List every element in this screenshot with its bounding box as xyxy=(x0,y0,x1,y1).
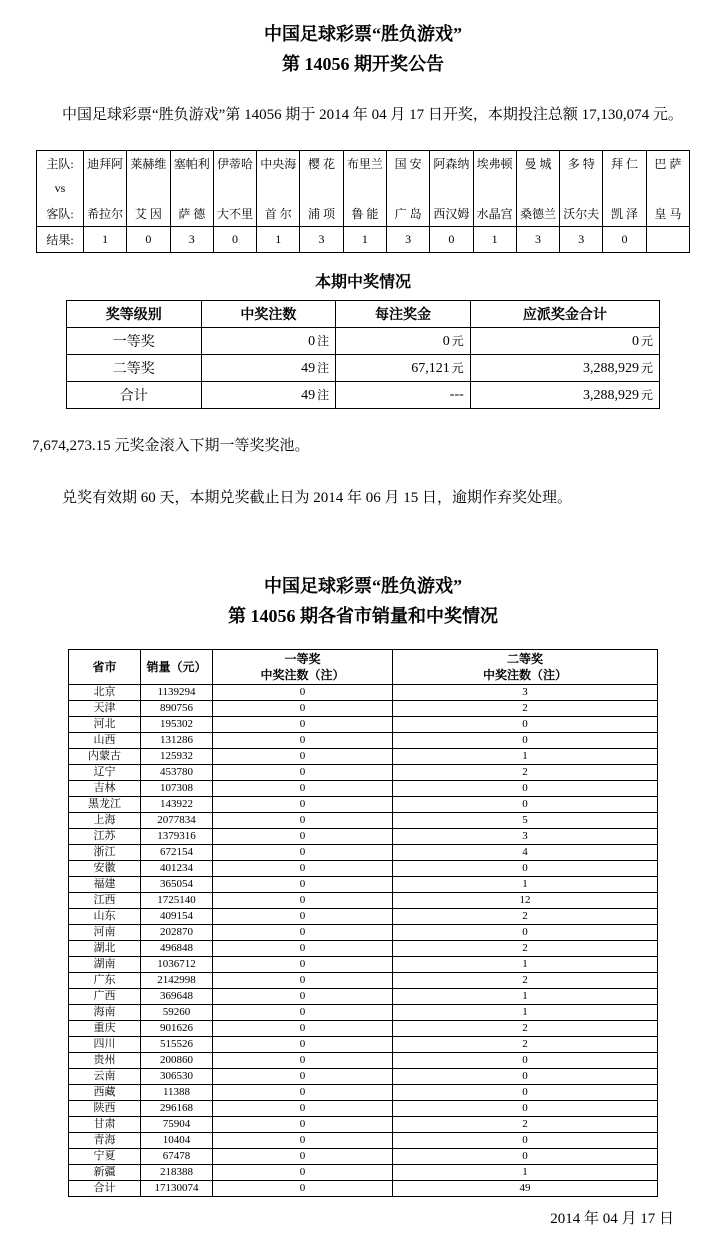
vs-cell xyxy=(430,176,473,201)
province-second-prize-cell: 0 xyxy=(393,797,658,813)
deadline-paragraph: 兑奖有效期 60 天，本期兑奖截止日为 2014 年 06 月 15 日，逾期作弃奖处理。 xyxy=(62,490,573,506)
province-table-row xyxy=(69,701,658,717)
province-sales-cell: 218388 xyxy=(141,1165,213,1181)
province-second-prize-cell: 0 xyxy=(393,1069,658,1085)
province-second-prize-cell: 1 xyxy=(393,877,658,893)
province-first-prize-cell: 0 xyxy=(213,1149,393,1165)
prize-column-header: 奖等级别 xyxy=(67,301,202,328)
away-team-cell: 希拉尔 xyxy=(84,201,127,227)
prize-total-cell: 0 元 xyxy=(470,328,659,355)
province-first-prize-cell: 0 xyxy=(213,1181,393,1197)
province-name-cell: 吉林 xyxy=(69,781,141,797)
province-name-cell: 青海 xyxy=(69,1133,141,1149)
province-first-prize-header: 一等奖 中奖注数（注） xyxy=(213,650,393,685)
prize-section-heading: 本期中奖情况 xyxy=(314,274,411,291)
away-team-cell: 鲁 能 xyxy=(343,201,386,227)
away-team-cell: 桑德兰 xyxy=(516,201,559,227)
result-cell: 3 xyxy=(300,227,343,253)
province-sales-cell: 202870 xyxy=(141,925,213,941)
province-name-cell: 四川 xyxy=(69,1037,141,1053)
province-name-cell: 宁夏 xyxy=(69,1149,141,1165)
prize-level-cell: 合计 xyxy=(67,382,202,409)
province-table-row xyxy=(69,781,658,797)
match-row-label: 客队: xyxy=(37,201,84,227)
province-first-prize-cell: 0 xyxy=(213,973,393,989)
province-name-cell: 广西 xyxy=(69,989,141,1005)
vs-cell xyxy=(300,176,343,201)
prize-column-header: 中奖注数 xyxy=(201,301,336,328)
province-second-prize-cell: 4 xyxy=(393,845,658,861)
province-table-row xyxy=(69,1037,658,1053)
match-table-wrapper xyxy=(36,150,690,253)
match-table-row-vs xyxy=(37,176,690,201)
province-first-prize-cell: 0 xyxy=(213,1117,393,1133)
province-second-prize-cell: 0 xyxy=(393,1149,658,1165)
footer-date: 2014 年 04 月 17 日 xyxy=(550,1211,674,1227)
province-first-prize-cell: 0 xyxy=(213,829,393,845)
away-team-cell: 大不里 xyxy=(213,201,256,227)
province-sales-cell: 200860 xyxy=(141,1053,213,1069)
prize-per-cell: 0 元 xyxy=(336,328,471,355)
province-sales-cell: 890756 xyxy=(141,701,213,717)
page-title-line2: 第 14056 期开奖公告 xyxy=(282,54,444,74)
province-name-cell: 浙江 xyxy=(69,845,141,861)
province-first-prize-cell: 0 xyxy=(213,749,393,765)
province-table-row xyxy=(69,1069,658,1085)
home-team-cell: 莱赫维 xyxy=(127,151,170,177)
province-sales-cell: 515526 xyxy=(141,1037,213,1053)
prize-table-row xyxy=(67,328,660,355)
province-sales-cell: 11388 xyxy=(141,1085,213,1101)
province-sales-cell: 125932 xyxy=(141,749,213,765)
province-sales-cell: 107308 xyxy=(141,781,213,797)
province-second-prize-cell: 5 xyxy=(393,813,658,829)
result-cell: 3 xyxy=(386,227,429,253)
home-team-cell: 多 特 xyxy=(560,151,603,177)
home-team-cell: 国 安 xyxy=(386,151,429,177)
province-sales-cell: 1036712 xyxy=(141,957,213,973)
result-cell xyxy=(646,227,689,253)
province-table-row xyxy=(69,973,658,989)
province-name-cell: 江西 xyxy=(69,893,141,909)
province-first-prize-cell: 0 xyxy=(213,989,393,1005)
home-team-cell: 布里兰 xyxy=(343,151,386,177)
match-table xyxy=(36,150,690,253)
result-cell: 3 xyxy=(560,227,603,253)
prize-level-cell: 一等奖 xyxy=(67,328,202,355)
prize-header-row xyxy=(67,301,660,328)
province-sales-header: 销量（元） xyxy=(141,650,213,685)
province-second-prize-cell: 2 xyxy=(393,941,658,957)
province-sales-cell: 131286 xyxy=(141,733,213,749)
province-first-prize-cell: 0 xyxy=(213,877,393,893)
province-second-prize-cell: 0 xyxy=(393,717,658,733)
vs-cell xyxy=(127,176,170,201)
province-name-cell: 合计 xyxy=(69,1181,141,1197)
province-name-cell: 上海 xyxy=(69,813,141,829)
province-table-row xyxy=(69,1053,658,1069)
province-second-prize-cell: 2 xyxy=(393,909,658,925)
province-table-row xyxy=(69,893,658,909)
province-table-row xyxy=(69,861,658,877)
province-second-prize-cell: 2 xyxy=(393,1021,658,1037)
province-name-cell: 贵州 xyxy=(69,1053,141,1069)
home-team-cell: 阿森纳 xyxy=(430,151,473,177)
province-first-prize-cell: 0 xyxy=(213,1101,393,1117)
province-table-row xyxy=(69,1085,658,1101)
province-first-prize-cell: 0 xyxy=(213,1133,393,1149)
province-sales-cell: 195302 xyxy=(141,717,213,733)
province-second-prize-cell: 1 xyxy=(393,989,658,1005)
province-name-cell: 陕西 xyxy=(69,1101,141,1117)
province-first-prize-cell: 0 xyxy=(213,941,393,957)
province-table-row xyxy=(69,813,658,829)
province-table-row xyxy=(69,749,658,765)
vs-cell xyxy=(603,176,646,201)
match-row-label: 结果: xyxy=(37,227,84,253)
province-table-row xyxy=(69,765,658,781)
province-first-prize-cell: 0 xyxy=(213,1165,393,1181)
province-second-prize-cell: 0 xyxy=(393,1085,658,1101)
province-name-cell: 安徽 xyxy=(69,861,141,877)
result-cell: 1 xyxy=(257,227,300,253)
match-table-row-away xyxy=(37,201,690,227)
home-team-cell: 拜 仁 xyxy=(603,151,646,177)
home-team-cell: 迪拜阿 xyxy=(84,151,127,177)
prize-column-header: 应派奖金合计 xyxy=(470,301,659,328)
province-name-cell: 湖北 xyxy=(69,941,141,957)
province-name-cell: 湖南 xyxy=(69,957,141,973)
province-sales-cell: 75904 xyxy=(141,1117,213,1133)
province-name-cell: 海南 xyxy=(69,1005,141,1021)
result-cell: 0 xyxy=(603,227,646,253)
intro-paragraph: 中国足球彩票“胜负游戏”第 14056 期于 2014 年 04 月 17 日开奖，本期投注总额 17,130,074 元。 xyxy=(62,107,683,123)
away-team-cell: 首 尔 xyxy=(257,201,300,227)
province-sales-cell: 2077834 xyxy=(141,813,213,829)
province-table-row xyxy=(69,1181,658,1197)
province-sales-cell: 67478 xyxy=(141,1149,213,1165)
vs-cell xyxy=(213,176,256,201)
province-name-cell: 福建 xyxy=(69,877,141,893)
province-first-prize-cell: 0 xyxy=(213,813,393,829)
province-sales-cell: 369648 xyxy=(141,989,213,1005)
province-second-prize-cell: 3 xyxy=(393,829,658,845)
province-name-cell: 内蒙古 xyxy=(69,749,141,765)
prize-total-cell: 3,288,929 元 xyxy=(470,382,659,409)
province-first-prize-cell: 0 xyxy=(213,717,393,733)
province-table-row xyxy=(69,797,658,813)
vs-cell xyxy=(473,176,516,201)
result-cell: 3 xyxy=(516,227,559,253)
province-name-cell: 云南 xyxy=(69,1069,141,1085)
unit-label: 元 xyxy=(451,334,464,348)
province-name-cell: 新疆 xyxy=(69,1165,141,1181)
prize-per-cell: --- xyxy=(336,382,471,409)
province-first-prize-cell: 0 xyxy=(213,781,393,797)
province-first-prize-cell: 0 xyxy=(213,1021,393,1037)
vs-cell xyxy=(646,176,689,201)
province-first-prize-cell: 0 xyxy=(213,861,393,877)
prize-count-cell: 49 注 xyxy=(201,382,336,409)
province-name-cell: 辽宁 xyxy=(69,765,141,781)
province-table-row xyxy=(69,1101,658,1117)
away-team-cell: 沃尔夫 xyxy=(560,201,603,227)
away-team-cell: 广 岛 xyxy=(386,201,429,227)
province-table-row xyxy=(69,957,658,973)
province-table-row xyxy=(69,1165,658,1181)
prize-table-row xyxy=(67,382,660,409)
province-first-prize-cell: 0 xyxy=(213,685,393,701)
result-cell: 1 xyxy=(84,227,127,253)
province-header-row xyxy=(69,650,658,685)
home-team-cell: 伊蒂哈 xyxy=(213,151,256,177)
unit-label: 元 xyxy=(640,388,653,402)
province-name-header: 省市 xyxy=(69,650,141,685)
prize-column-header: 每注奖金 xyxy=(336,301,471,328)
province-section-title xyxy=(18,571,708,631)
province-first-prize-cell: 0 xyxy=(213,733,393,749)
result-cell: 3 xyxy=(170,227,213,253)
province-table-row xyxy=(69,941,658,957)
province-sales-cell: 365054 xyxy=(141,877,213,893)
province-name-cell: 天津 xyxy=(69,701,141,717)
unit-label: 注 xyxy=(317,361,330,375)
province-sales-cell: 1379316 xyxy=(141,829,213,845)
prize-table-row xyxy=(67,355,660,382)
province-table-row xyxy=(69,1117,658,1133)
province-section-title-line2: 第 14056 期各省市销量和中奖情况 xyxy=(228,606,498,626)
province-table-row xyxy=(69,877,658,893)
province-second-prize-cell: 2 xyxy=(393,701,658,717)
province-name-cell: 山西 xyxy=(69,733,141,749)
province-sales-cell: 409154 xyxy=(141,909,213,925)
province-table-row xyxy=(69,845,658,861)
province-second-prize-cell: 2 xyxy=(393,1037,658,1053)
home-team-cell: 塞帕利 xyxy=(170,151,213,177)
province-name-cell: 黑龙江 xyxy=(69,797,141,813)
province-sales-cell: 59260 xyxy=(141,1005,213,1021)
province-second-prize-cell: 0 xyxy=(393,925,658,941)
result-cell: 1 xyxy=(473,227,516,253)
province-first-prize-cell: 0 xyxy=(213,1069,393,1085)
province-table-wrapper xyxy=(68,649,658,1197)
home-team-cell: 中央海 xyxy=(257,151,300,177)
province-table-row xyxy=(69,685,658,701)
province-sales-cell: 2142998 xyxy=(141,973,213,989)
prize-table xyxy=(66,300,660,409)
unit-label: 注 xyxy=(317,388,330,402)
province-table-row xyxy=(69,1005,658,1021)
province-name-cell: 山东 xyxy=(69,909,141,925)
province-table-row xyxy=(69,925,658,941)
away-team-cell: 皇 马 xyxy=(646,201,689,227)
province-name-cell: 河北 xyxy=(69,717,141,733)
province-second-prize-cell: 2 xyxy=(393,1117,658,1133)
province-name-cell: 北京 xyxy=(69,685,141,701)
match-row-label: vs xyxy=(37,176,84,201)
province-table-row xyxy=(69,989,658,1005)
province-second-prize-cell: 1 xyxy=(393,1165,658,1181)
vs-cell xyxy=(516,176,559,201)
away-team-cell: 凯 泽 xyxy=(603,201,646,227)
match-row-label: 主队: xyxy=(37,151,84,177)
province-second-prize-cell: 0 xyxy=(393,861,658,877)
province-sales-cell: 453780 xyxy=(141,765,213,781)
province-first-prize-cell: 0 xyxy=(213,1005,393,1021)
province-second-prize-cell: 1 xyxy=(393,957,658,973)
province-table-row xyxy=(69,717,658,733)
away-team-cell: 浦 项 xyxy=(300,201,343,227)
prize-table-wrapper xyxy=(66,300,660,409)
home-team-cell: 樱 花 xyxy=(300,151,343,177)
province-sales-cell: 10404 xyxy=(141,1133,213,1149)
prize-per-cell: 67,121 元 xyxy=(336,355,471,382)
province-second-prize-cell: 0 xyxy=(393,733,658,749)
province-second-prize-cell: 3 xyxy=(393,685,658,701)
province-first-prize-cell: 0 xyxy=(213,1037,393,1053)
province-sales-cell: 306530 xyxy=(141,1069,213,1085)
vs-cell xyxy=(84,176,127,201)
unit-label: 元 xyxy=(451,361,464,375)
away-team-cell: 西汉姆 xyxy=(430,201,473,227)
unit-label: 元 xyxy=(640,334,653,348)
province-sales-cell: 296168 xyxy=(141,1101,213,1117)
province-first-prize-cell: 0 xyxy=(213,701,393,717)
province-second-prize-cell: 0 xyxy=(393,1053,658,1069)
province-sales-cell: 401234 xyxy=(141,861,213,877)
province-sales-cell: 17130074 xyxy=(141,1181,213,1197)
rollover-paragraph: 7,674,273.15 元奖金滚入下期一等奖奖池。 xyxy=(32,438,310,454)
vs-cell xyxy=(170,176,213,201)
province-table-row xyxy=(69,1021,658,1037)
province-table-row xyxy=(69,1149,658,1165)
province-first-prize-cell: 0 xyxy=(213,1053,393,1069)
match-table-row-home xyxy=(37,151,690,177)
province-table-row xyxy=(69,909,658,925)
away-team-cell: 艾 因 xyxy=(127,201,170,227)
province-first-prize-cell: 0 xyxy=(213,797,393,813)
province-second-prize-cell: 0 xyxy=(393,1101,658,1117)
province-second-prize-cell: 2 xyxy=(393,973,658,989)
result-cell: 0 xyxy=(127,227,170,253)
vs-cell xyxy=(386,176,429,201)
prize-total-cell: 3,288,929 元 xyxy=(470,355,659,382)
province-table-row xyxy=(69,1133,658,1149)
province-sales-cell: 1139294 xyxy=(141,685,213,701)
province-second-prize-cell: 1 xyxy=(393,1005,658,1021)
province-name-cell: 重庆 xyxy=(69,1021,141,1037)
province-first-prize-cell: 0 xyxy=(213,893,393,909)
province-sales-cell: 901626 xyxy=(141,1021,213,1037)
home-team-cell: 埃弗顿 xyxy=(473,151,516,177)
province-first-prize-cell: 0 xyxy=(213,765,393,781)
vs-cell xyxy=(343,176,386,201)
province-table xyxy=(68,649,658,1197)
vs-cell xyxy=(560,176,603,201)
unit-label: 注 xyxy=(317,334,330,348)
province-first-prize-cell: 0 xyxy=(213,1085,393,1101)
prize-level-cell: 二等奖 xyxy=(67,355,202,382)
page-title xyxy=(18,20,708,78)
result-cell: 0 xyxy=(430,227,473,253)
province-first-prize-cell: 0 xyxy=(213,957,393,973)
match-table-row-result xyxy=(37,227,690,253)
province-sales-cell: 672154 xyxy=(141,845,213,861)
province-section-title-line1: 中国足球彩票“胜负游戏” xyxy=(264,576,462,596)
province-second-prize-cell: 12 xyxy=(393,893,658,909)
province-table-row xyxy=(69,829,658,845)
province-name-cell: 西藏 xyxy=(69,1085,141,1101)
result-cell: 0 xyxy=(213,227,256,253)
province-second-prize-cell: 0 xyxy=(393,781,658,797)
page-title-line1: 中国足球彩票“胜负游戏” xyxy=(264,24,462,44)
province-table-row xyxy=(69,733,658,749)
vs-cell xyxy=(257,176,300,201)
result-cell: 1 xyxy=(343,227,386,253)
home-team-cell: 曼 城 xyxy=(516,151,559,177)
province-second-prize-cell: 1 xyxy=(393,749,658,765)
province-sales-cell: 496848 xyxy=(141,941,213,957)
province-second-prize-cell: 49 xyxy=(393,1181,658,1197)
province-first-prize-cell: 0 xyxy=(213,845,393,861)
away-team-cell: 萨 德 xyxy=(170,201,213,227)
unit-label: 元 xyxy=(640,361,653,375)
prize-count-cell: 49 注 xyxy=(201,355,336,382)
home-team-cell: 巴 萨 xyxy=(646,151,689,177)
province-second-prize-cell: 0 xyxy=(393,1133,658,1149)
province-name-cell: 河南 xyxy=(69,925,141,941)
prize-count-cell: 0 注 xyxy=(201,328,336,355)
province-sales-cell: 1725140 xyxy=(141,893,213,909)
province-name-cell: 江苏 xyxy=(69,829,141,845)
province-first-prize-cell: 0 xyxy=(213,925,393,941)
province-sales-cell: 143922 xyxy=(141,797,213,813)
province-second-prize-header: 二等奖 中奖注数（注） xyxy=(393,650,658,685)
away-team-cell: 水晶宫 xyxy=(473,201,516,227)
province-name-cell: 广东 xyxy=(69,973,141,989)
province-second-prize-cell: 2 xyxy=(393,765,658,781)
province-name-cell: 甘肃 xyxy=(69,1117,141,1133)
province-first-prize-cell: 0 xyxy=(213,909,393,925)
